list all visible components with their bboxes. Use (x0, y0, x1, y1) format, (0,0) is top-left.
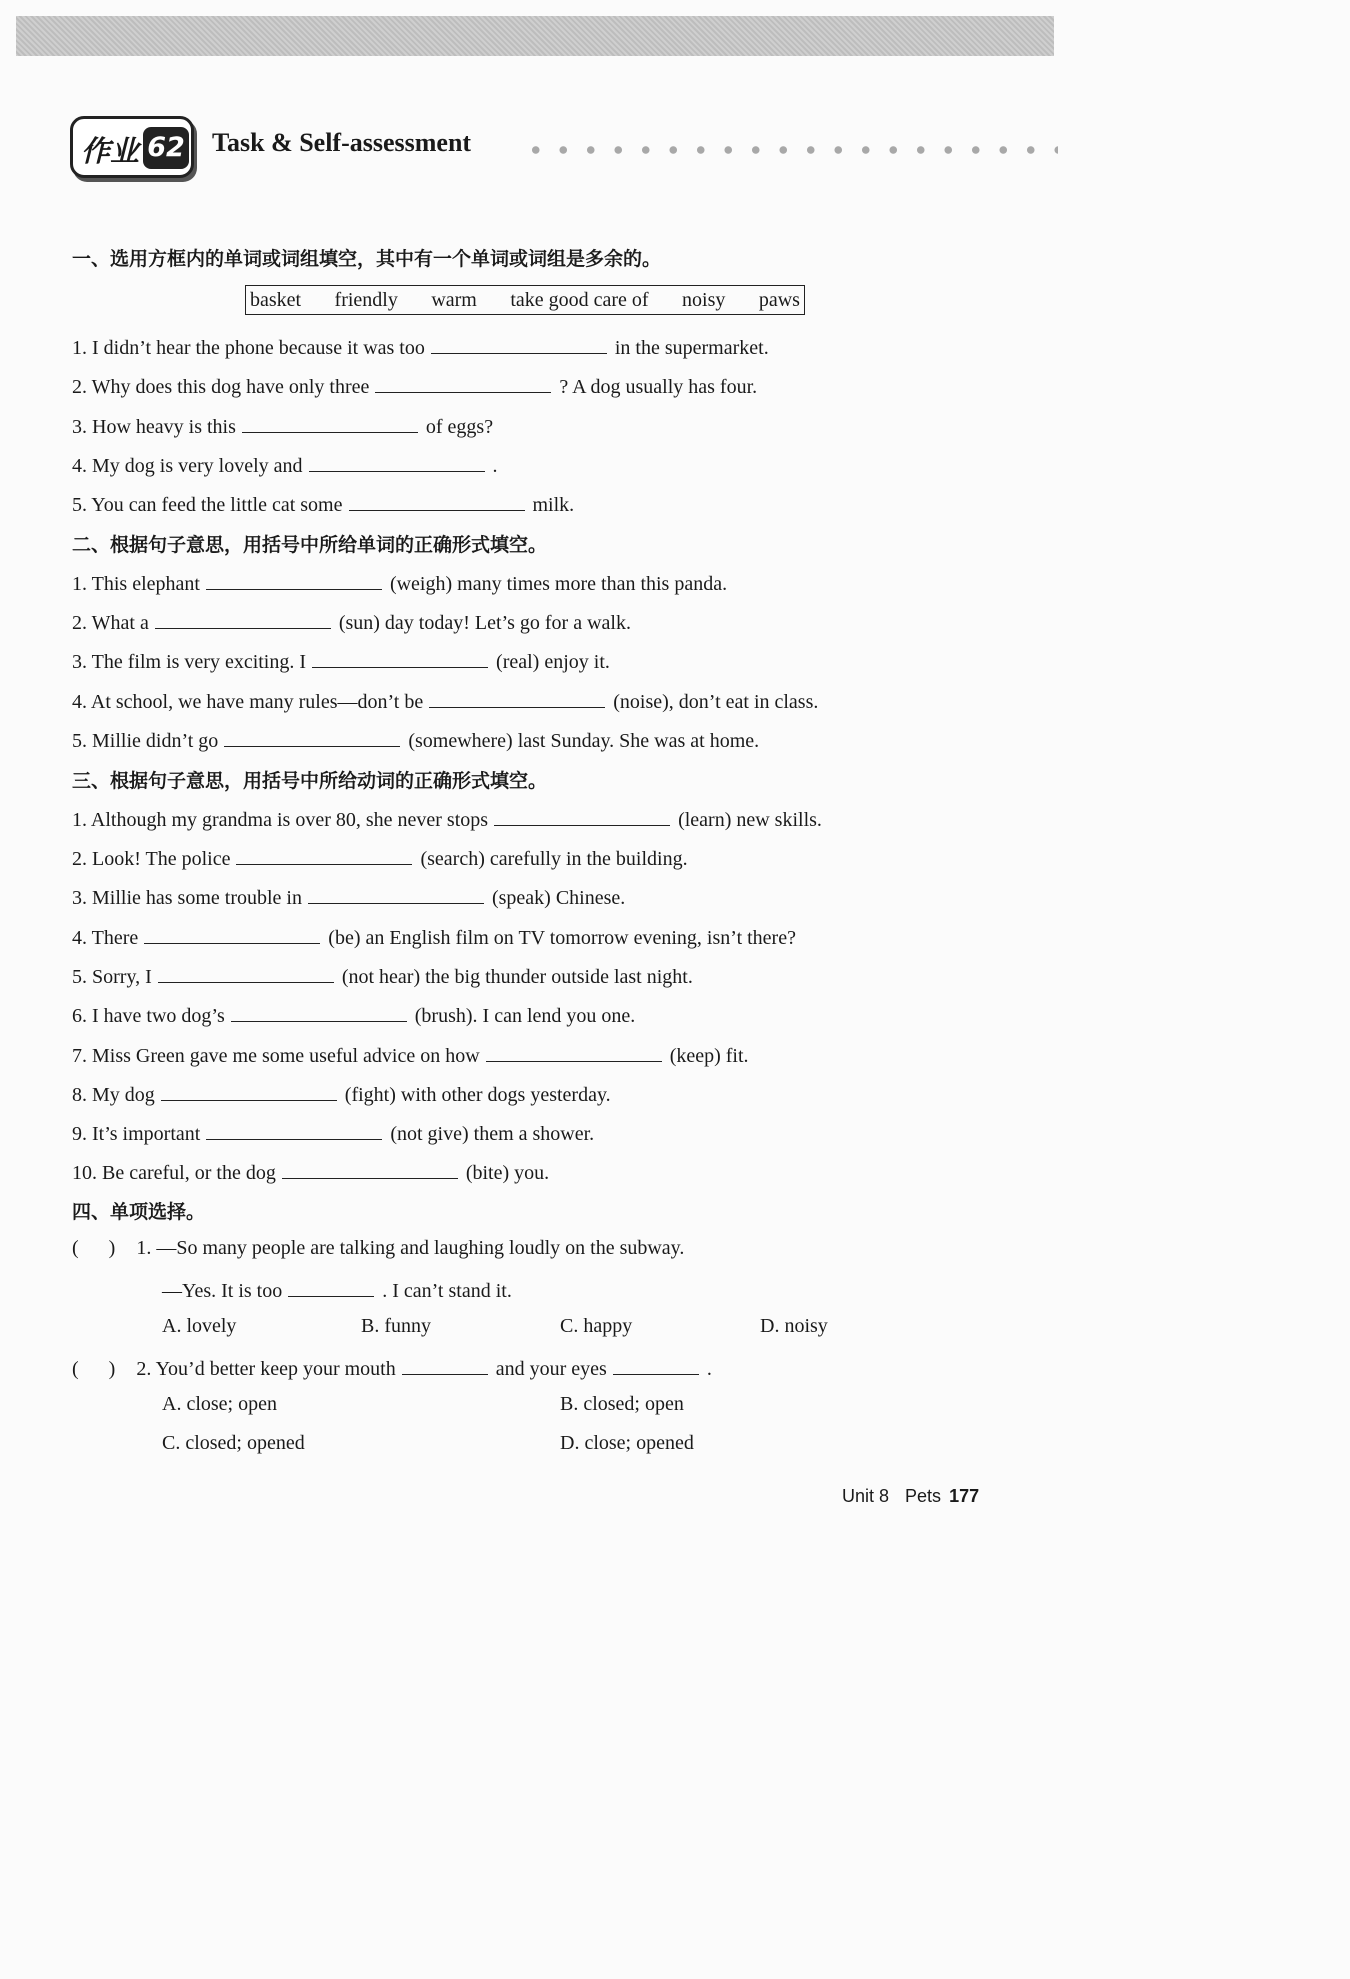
answer-paren[interactable]: ( ) (72, 1358, 116, 1380)
section3-heading: 三、根据句子意思，用括号中所给动词的正确形式填空。 (72, 770, 548, 792)
answer-blank[interactable] (236, 844, 412, 865)
answer-blank[interactable] (349, 490, 525, 511)
answer-blank[interactable] (288, 1276, 374, 1297)
word-box-item: basket (250, 288, 302, 311)
option-d[interactable]: D. close; opened (560, 1432, 694, 1454)
section1-heading: 一、选用方框内的单词或词组填空，其中有一个单词或词组是多余的。 (72, 248, 662, 270)
answer-blank[interactable] (155, 608, 331, 629)
top-gray-bar (16, 16, 1054, 56)
option-c[interactable]: C. closed; opened (162, 1432, 305, 1454)
option-b[interactable]: B. funny (361, 1315, 431, 1337)
answer-blank[interactable] (242, 412, 418, 433)
answer-blank[interactable] (312, 647, 488, 668)
option-b[interactable]: B. closed; open (560, 1393, 684, 1415)
homework-badge (70, 116, 194, 178)
question-line: 2. Look! The police (search) carefully in the building. (72, 844, 688, 871)
question-line: 3. The film is very exciting. I (real) enjoy it. (72, 647, 610, 674)
question-line: 10. Be careful, or the dog (bite) you. (72, 1158, 549, 1185)
answer-paren[interactable]: ( ) (72, 1237, 116, 1259)
question-line: 3. How heavy is this of eggs? (72, 412, 493, 439)
mc-question-1-reply: —Yes. It is too . I can’t stand it. (162, 1276, 512, 1303)
option-a[interactable]: A. lovely (162, 1315, 237, 1337)
section4-heading: 四、单项选择。 (72, 1201, 206, 1223)
word-box-item: friendly (334, 288, 398, 311)
word-box-item: paws (758, 288, 800, 311)
answer-blank[interactable] (431, 333, 607, 354)
word-box-item: take good care of (510, 288, 649, 311)
question-line: 5. Sorry, I (not hear) the big thunder outside last night. (72, 962, 693, 989)
question-line: 6. I have two dog’s (brush). I can lend you one. (72, 1001, 635, 1028)
page-title: Task & Self-assessment (212, 128, 472, 157)
footer-unit: Unit 8 (842, 1486, 890, 1506)
answer-blank[interactable] (231, 1001, 407, 1022)
answer-blank[interactable] (375, 372, 551, 393)
mc-question-1: ( ) 1. —So many people are talking and laughing loudly on the subway. (72, 1237, 685, 1259)
question-line: 9. It’s important (not give) them a shower. (72, 1119, 594, 1146)
answer-blank[interactable] (402, 1354, 488, 1375)
dotted-rule (522, 146, 1058, 154)
answer-blank[interactable] (486, 1041, 662, 1062)
answer-blank[interactable] (613, 1354, 699, 1375)
answer-blank[interactable] (158, 962, 334, 983)
question-line: 2. Why does this dog have only three ? A dog usually has four. (72, 372, 757, 399)
footer-topic: Pets (905, 1486, 942, 1506)
mc-question-2: ( ) 2. You’d better keep your mouth and your eyes . (72, 1354, 712, 1381)
answer-blank[interactable] (161, 1080, 337, 1101)
word-box-item: noisy (682, 288, 726, 311)
question-line: 4. My dog is very lovely and . (72, 451, 498, 478)
answer-blank[interactable] (494, 805, 670, 826)
option-d[interactable]: D. noisy (760, 1315, 828, 1337)
answer-blank[interactable] (308, 883, 484, 904)
badge-number: 62 (143, 127, 189, 169)
question-line: 1. Although my grandma is over 80, she never stops (learn) new skills. (72, 805, 822, 832)
word-box-item: warm (431, 288, 477, 311)
option-c[interactable]: C. happy (560, 1315, 633, 1337)
question-line: 4. There (be) an English film on TV tomorrow evening, isn’t there? (72, 923, 796, 950)
option-a[interactable]: A. close; open (162, 1393, 277, 1415)
question-line: 5. You can feed the little cat some milk. (72, 490, 574, 517)
question-line: 2. What a (sun) day today! Let’s go for a walk. (72, 608, 631, 635)
page-number: 177 (949, 1486, 980, 1506)
question-line: 1. I didn’t hear the phone because it was too in the supermarket. (72, 333, 769, 360)
question-line: 5. Millie didn’t go (somewhere) last Sunday. She was at home. (72, 726, 759, 753)
question-line: 7. Miss Green gave me some useful advice on how (keep) fit. (72, 1041, 749, 1068)
question-line: 4. At school, we have many rules—don’t be (noise), don’t eat in class. (72, 687, 818, 714)
answer-blank[interactable] (206, 1119, 382, 1140)
answer-blank[interactable] (309, 451, 485, 472)
question-line: 8. My dog (fight) with other dogs yesterday. (72, 1080, 611, 1107)
section2-heading: 二、根据句子意思，用括号中所给单词的正确形式填空。 (72, 534, 548, 556)
page-header (70, 116, 1060, 182)
word-box (245, 285, 805, 315)
question-line: 3. Millie has some trouble in (speak) Chinese. (72, 883, 625, 910)
page-footer (842, 1486, 979, 1507)
answer-blank[interactable] (429, 687, 605, 708)
answer-blank[interactable] (224, 726, 400, 747)
answer-blank[interactable] (144, 923, 320, 944)
badge-text: 作业 (81, 134, 140, 168)
question-line: 1. This elephant (weigh) many times more than this panda. (72, 569, 727, 596)
answer-blank[interactable] (206, 569, 382, 590)
answer-blank[interactable] (282, 1158, 458, 1179)
